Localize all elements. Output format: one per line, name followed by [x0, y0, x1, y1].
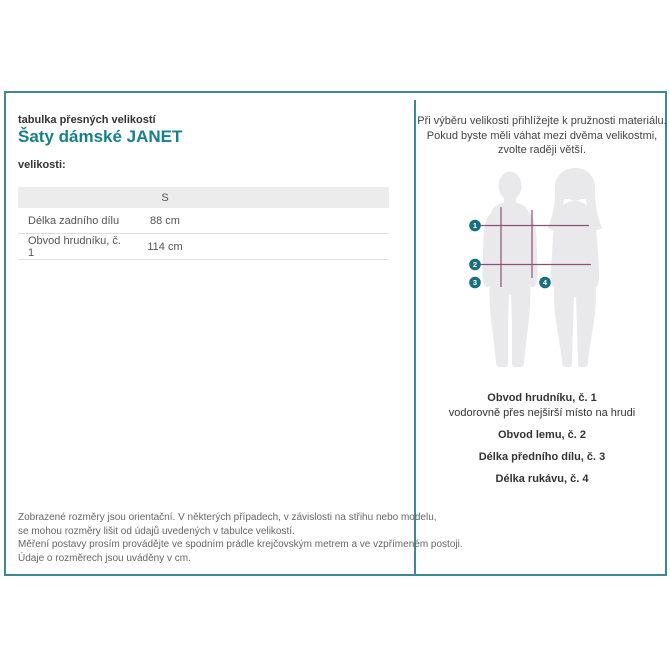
product-title: Šaty dámské JANET — [18, 127, 183, 146]
body-measurement-diagram — [450, 165, 650, 375]
table-row — [18, 208, 389, 234]
legend-sleeve-length: Délka rukávu, č. 4 — [495, 473, 589, 485]
legend-chest: Obvod hrudníku, č. 1 — [487, 392, 597, 404]
male-silhouette-icon — [482, 172, 537, 368]
measurement-label: Délka zadního dílu — [28, 214, 120, 227]
legend-hem: Obvod lemu, č. 2 — [497, 429, 587, 441]
advice-line: Při výběru velikosti přihlížejte k pružnosti materiálu. — [417, 115, 667, 127]
marker-1-number: 1 — [472, 221, 478, 231]
sizes-label: velikosti: — [18, 159, 66, 171]
size-table — [18, 187, 389, 260]
marker-3-number: 3 — [472, 278, 478, 288]
size-advice-text — [417, 114, 667, 158]
table-subtitle: tabulka přesných velikostí — [18, 114, 156, 126]
legend-front-length: Délka předního dílu, č. 3 — [478, 451, 606, 463]
size-table-header — [18, 187, 389, 208]
panel-divider — [414, 100, 416, 574]
measurement-value: 114 cm — [147, 240, 183, 253]
disclaimer-line: se mohou rozměry lišit od údajů uvedených v tabulce velikostí. — [18, 525, 295, 537]
disclaimer-line: Údaje o rozměrech jsou uváděny v cm. — [18, 552, 191, 564]
measurement-label: Obvod hrudníku, č. 1 — [28, 234, 121, 259]
disclaimer-line: Zobrazené rozměry jsou orientační. V některých případech, v závislosti na střihu nebo modelu, — [18, 512, 437, 523]
advice-line: Pokud byste měli váhat mezi dvěma velikostmi, — [426, 129, 658, 142]
legend-chest-note: vodorovně přes nejširší místo na hrudi — [448, 407, 636, 419]
measurement-legend — [417, 391, 667, 486]
table-row — [18, 234, 389, 260]
size-column-header: S — [161, 191, 169, 204]
disclaimer-line: Měření postavy prosím provádějte ve spodním prádle krejčovským metrem a ve vzpřímeném postoji. — [18, 539, 463, 551]
disclaimer-text — [18, 511, 463, 565]
marker-4-number: 4 — [542, 278, 548, 288]
female-silhouette-icon — [548, 168, 602, 367]
advice-line: zvolte raději větší. — [497, 144, 587, 157]
marker-2-number: 2 — [472, 260, 478, 270]
measurement-value: 88 cm — [150, 214, 180, 227]
